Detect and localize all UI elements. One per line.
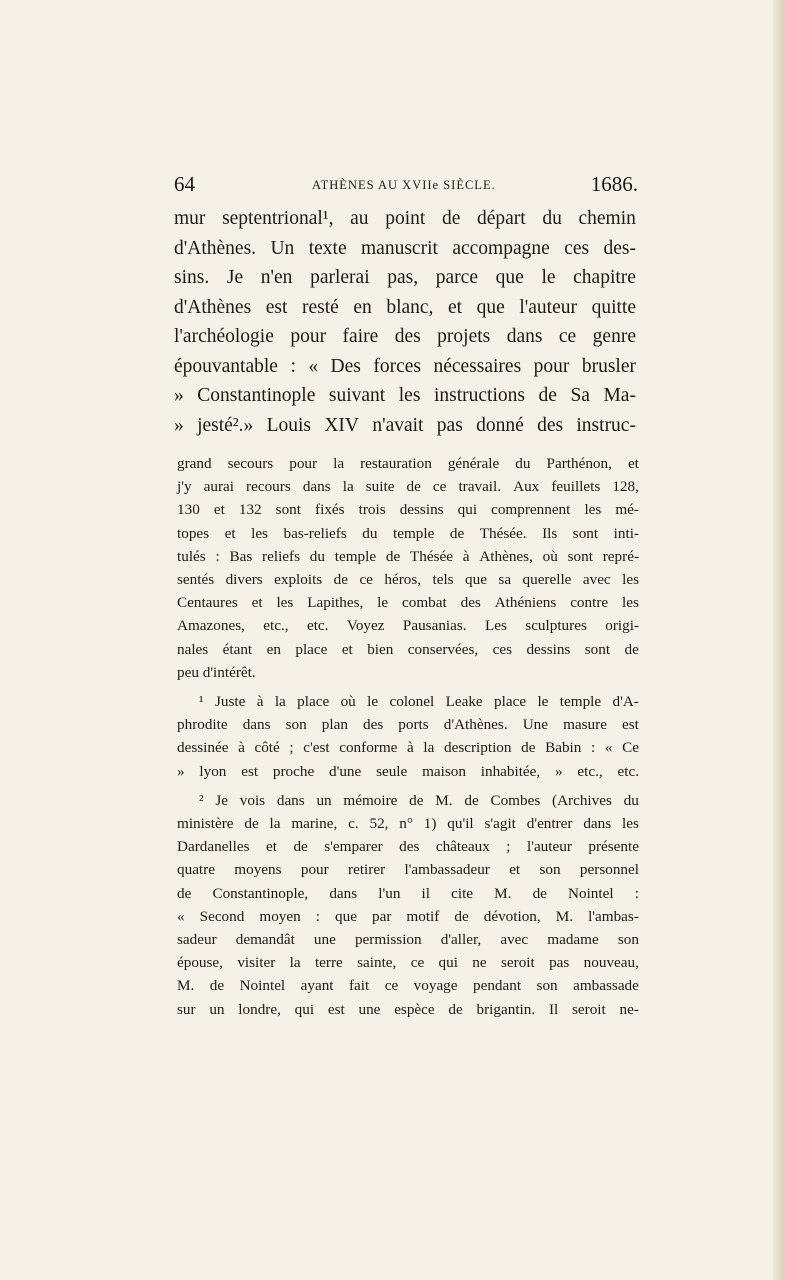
footnote-1-line: dessinée à côté ; c'est conforme à la description de Babin : « Ce	[177, 739, 639, 757]
body-line: épouvantable : « Des forces nécessaires pour brusler	[174, 355, 636, 377]
body-line: » jesté².» Louis XIV n'avait pas donné des instruc-	[174, 414, 636, 436]
footnote-2-line: sur un londre, qui est une espèce de brigantin. Il seroit ne-	[177, 1000, 639, 1018]
footnote-2-line: de Constantinople, dans l'un il cite M. de Nointel :	[177, 884, 639, 902]
footnote-2-line: « Second moyen : que par motif de dévotion, M. l'ambas-	[177, 907, 639, 925]
body-line: sins. Je n'en parlerai pas, parce que le chapitre	[174, 267, 636, 288]
footnote-line: Amazones, etc., etc. Voyez Pausanias. Les sculptures origi-	[177, 617, 639, 635]
page-edge	[773, 0, 785, 1280]
footnote-line: sentés divers exploits de ce héros, tels que sa querelle avec les	[177, 571, 639, 589]
footnote-line: Centaures et les Lapithes, le combat des Athéniens contre les	[177, 594, 639, 612]
body-line: » Constantinople suivant les instructions de Sa Ma-	[174, 385, 636, 406]
footnote-2-line: épouse, visiter la terre sainte, ce qui ne seroit pas nouveau,	[177, 954, 639, 972]
body-line: d'Athènes. Un texte manuscrit accompagne ces des-	[174, 237, 636, 259]
running-title: ATHÈNES AU XVIIe SIÈCLE.	[312, 178, 496, 192]
body-line: mur septentrional¹, au point de départ du chemin	[174, 208, 636, 229]
running-header	[172, 172, 638, 198]
body-line: d'Athènes est resté en blanc, et que l'auteur quitte	[174, 296, 636, 318]
footnote-2-line: ministère de la marine, c. 52, n° 1) qu'il s'agit d'entrer dans les	[177, 815, 639, 833]
footnote-line: nales étant en place et bien conservées, ces dessins sont de	[177, 640, 639, 658]
footnote-2-line: M. de Nointel ayant fait ce voyage pendant son ambassade	[177, 977, 639, 995]
footnote-line: 130 et 132 sont fixés trois dessins qui comprennent les mé-	[177, 501, 639, 519]
footnotes	[177, 452, 639, 1021]
footnote-1-line: ¹ Juste à la place où le colonel Leake place le temple d'A-	[199, 693, 639, 711]
footnote-1-line: phrodite dans son plan des ports d'Athènes. Une masure est	[177, 716, 639, 734]
footnote-line: j'y aurai recours dans la suite de ce travail. Aux feuillets 128,	[177, 478, 639, 496]
main-text	[174, 204, 636, 440]
footnote-2-line: Dardanelles et de s'emparer des châteaux ; l'auteur présente	[177, 838, 639, 856]
footnote-2-line: quatre moyens pour retirer l'ambassadeur et son personnel	[177, 861, 639, 879]
footnote-2-line: sadeur demandât une permission d'aller, avec madame son	[177, 931, 639, 949]
footnote-line: grand secours pour la restauration générale du Parthénon, et	[177, 455, 639, 472]
footnote-1-line: » lyon est proche d'une seule maison inhabitée, » etc., etc.	[177, 762, 639, 780]
footnote-line: topes et les bas-reliefs du temple de Thésée. Ils sont inti-	[177, 524, 639, 542]
page-number: 64	[174, 172, 195, 196]
footnote-line: tulés : Bas reliefs du temple de Thésée à Athènes, où sont repré-	[177, 547, 639, 565]
year-label: 1686.	[590, 172, 638, 196]
footnote-2-line: ² Je vois dans un mémoire de M. de Combes (Archives du	[199, 791, 639, 809]
footnote-line: peu d'intérêt.	[177, 663, 256, 681]
body-line: l'archéologie pour faire des projets dans ce genre	[174, 326, 636, 347]
